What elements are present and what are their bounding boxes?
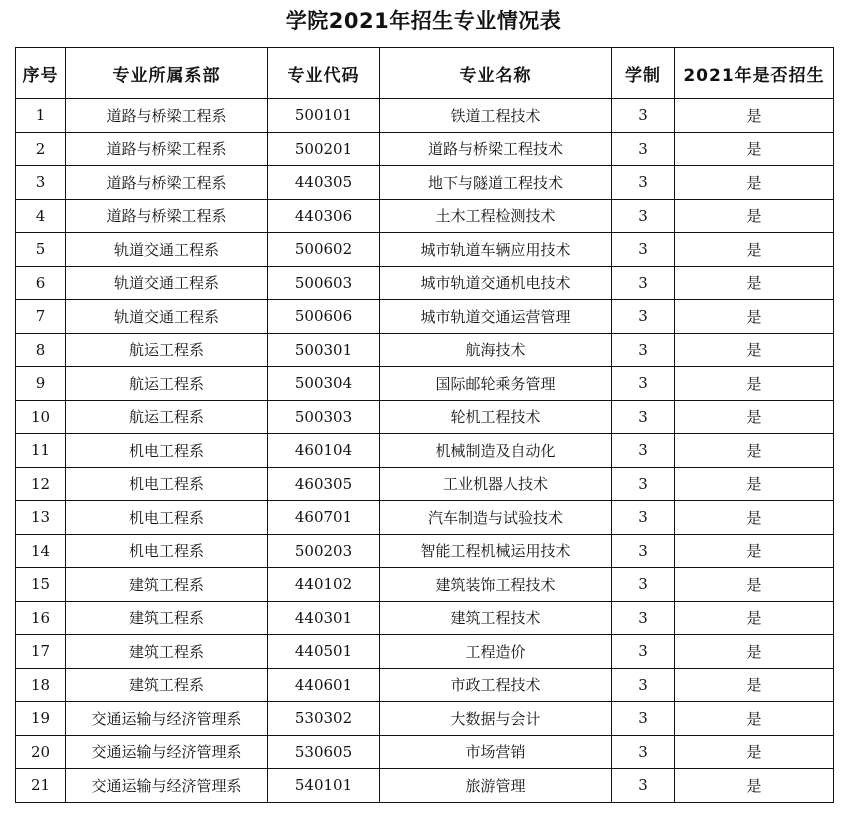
index-cell: 6	[16, 266, 66, 300]
table-row	[16, 233, 834, 267]
table-row	[16, 735, 834, 769]
index-cell: 12	[16, 467, 66, 501]
department-cell: 道路与桥梁工程系	[66, 166, 268, 200]
index-cell: 15	[16, 568, 66, 602]
enrolling-cell: 是	[675, 668, 834, 702]
duration-cell: 3	[612, 668, 675, 702]
major-code-cell: 500303	[268, 400, 380, 434]
enrolling-cell: 是	[675, 233, 834, 267]
table-row	[16, 534, 834, 568]
department-cell: 建筑工程系	[66, 635, 268, 669]
column-header-duration: 学制	[612, 48, 675, 99]
column-header-enrolling-2021: 2021年是否招生	[675, 48, 834, 99]
major-name-cell: 智能工程机械运用技术	[380, 534, 612, 568]
major-code-cell: 460305	[268, 467, 380, 501]
major-name-cell: 旅游管理	[380, 769, 612, 803]
index-cell: 3	[16, 166, 66, 200]
major-code-cell: 440102	[268, 568, 380, 602]
table-row	[16, 400, 834, 434]
major-name-cell: 城市轨道交通运营管理	[380, 300, 612, 334]
table-row	[16, 333, 834, 367]
duration-cell: 3	[612, 601, 675, 635]
table-row	[16, 601, 834, 635]
column-header-major-name: 专业名称	[380, 48, 612, 99]
table-row	[16, 99, 834, 133]
major-code-cell: 500201	[268, 132, 380, 166]
major-name-cell: 机械制造及自动化	[380, 434, 612, 468]
index-cell: 2	[16, 132, 66, 166]
index-cell: 1	[16, 99, 66, 133]
department-cell: 建筑工程系	[66, 668, 268, 702]
duration-cell: 3	[612, 702, 675, 736]
duration-cell: 3	[612, 166, 675, 200]
enrolling-cell: 是	[675, 266, 834, 300]
enrolling-cell: 是	[675, 702, 834, 736]
table-row	[16, 266, 834, 300]
duration-cell: 3	[612, 300, 675, 334]
major-name-cell: 道路与桥梁工程技术	[380, 132, 612, 166]
department-cell: 建筑工程系	[66, 601, 268, 635]
index-cell: 14	[16, 534, 66, 568]
table-row	[16, 568, 834, 602]
duration-cell: 3	[612, 132, 675, 166]
index-cell: 19	[16, 702, 66, 736]
department-cell: 交通运输与经济管理系	[66, 735, 268, 769]
table-row	[16, 668, 834, 702]
department-cell: 机电工程系	[66, 501, 268, 535]
major-code-cell: 460104	[268, 434, 380, 468]
duration-cell: 3	[612, 735, 675, 769]
enrolling-cell: 是	[675, 99, 834, 133]
enrolling-cell: 是	[675, 333, 834, 367]
department-cell: 道路与桥梁工程系	[66, 132, 268, 166]
enrolling-cell: 是	[675, 601, 834, 635]
major-code-cell: 500101	[268, 99, 380, 133]
enrolling-cell: 是	[675, 434, 834, 468]
index-cell: 5	[16, 233, 66, 267]
enrolling-cell: 是	[675, 166, 834, 200]
table-row	[16, 467, 834, 501]
table-row	[16, 367, 834, 401]
table-row	[16, 199, 834, 233]
department-cell: 机电工程系	[66, 434, 268, 468]
major-code-cell: 540101	[268, 769, 380, 803]
index-cell: 21	[16, 769, 66, 803]
major-name-cell: 大数据与会计	[380, 702, 612, 736]
major-code-cell: 530605	[268, 735, 380, 769]
duration-cell: 3	[612, 99, 675, 133]
major-name-cell: 市场营销	[380, 735, 612, 769]
page-title: 学院2021年招生专业情况表	[285, 9, 562, 33]
enrolling-cell: 是	[675, 501, 834, 535]
enrolling-cell: 是	[675, 132, 834, 166]
table-row	[16, 166, 834, 200]
major-name-cell: 铁道工程技术	[380, 99, 612, 133]
major-name-cell: 市政工程技术	[380, 668, 612, 702]
enrolling-cell: 是	[675, 735, 834, 769]
index-cell: 4	[16, 199, 66, 233]
department-cell: 交通运输与经济管理系	[66, 769, 268, 803]
major-code-cell: 440305	[268, 166, 380, 200]
department-cell: 航运工程系	[66, 333, 268, 367]
major-name-cell: 建筑工程技术	[380, 601, 612, 635]
table-row	[16, 769, 834, 803]
major-code-cell: 440601	[268, 668, 380, 702]
major-name-cell: 国际邮轮乘务管理	[380, 367, 612, 401]
duration-cell: 3	[612, 434, 675, 468]
duration-cell: 3	[612, 635, 675, 669]
table-row	[16, 434, 834, 468]
major-code-cell: 530302	[268, 702, 380, 736]
enrolling-cell: 是	[675, 635, 834, 669]
column-header-major-code: 专业代码	[268, 48, 380, 99]
major-code-cell: 500606	[268, 300, 380, 334]
table-row	[16, 300, 834, 334]
major-name-cell: 轮机工程技术	[380, 400, 612, 434]
major-code-cell: 500203	[268, 534, 380, 568]
enrolling-cell: 是	[675, 467, 834, 501]
department-cell: 轨道交通工程系	[66, 266, 268, 300]
department-cell: 轨道交通工程系	[66, 233, 268, 267]
index-cell: 10	[16, 400, 66, 434]
enrollment-table	[15, 47, 834, 803]
duration-cell: 3	[612, 266, 675, 300]
table-row	[16, 635, 834, 669]
table-row	[16, 132, 834, 166]
index-cell: 18	[16, 668, 66, 702]
column-header-index: 序号	[16, 48, 66, 99]
index-cell: 17	[16, 635, 66, 669]
index-cell: 11	[16, 434, 66, 468]
department-cell: 道路与桥梁工程系	[66, 199, 268, 233]
major-name-cell: 工业机器人技术	[380, 467, 612, 501]
table-body	[16, 99, 834, 803]
duration-cell: 3	[612, 367, 675, 401]
duration-cell: 3	[612, 568, 675, 602]
duration-cell: 3	[612, 333, 675, 367]
enrolling-cell: 是	[675, 400, 834, 434]
duration-cell: 3	[612, 233, 675, 267]
index-cell: 7	[16, 300, 66, 334]
major-name-cell: 汽车制造与试验技术	[380, 501, 612, 535]
department-cell: 航运工程系	[66, 400, 268, 434]
header-row	[16, 48, 834, 99]
department-cell: 道路与桥梁工程系	[66, 99, 268, 133]
major-name-cell: 城市轨道交通机电技术	[380, 266, 612, 300]
major-name-cell: 航海技术	[380, 333, 612, 367]
column-header-department: 专业所属系部	[66, 48, 268, 99]
duration-cell: 3	[612, 501, 675, 535]
major-code-cell: 500603	[268, 266, 380, 300]
enrolling-cell: 是	[675, 534, 834, 568]
major-name-cell: 土木工程检测技术	[380, 199, 612, 233]
major-code-cell: 440306	[268, 199, 380, 233]
major-name-cell: 建筑装饰工程技术	[380, 568, 612, 602]
major-name-cell: 城市轨道车辆应用技术	[380, 233, 612, 267]
department-cell: 轨道交通工程系	[66, 300, 268, 334]
duration-cell: 3	[612, 769, 675, 803]
table-row	[16, 501, 834, 535]
enrolling-cell: 是	[675, 300, 834, 334]
major-code-cell: 460701	[268, 501, 380, 535]
major-name-cell: 地下与隧道工程技术	[380, 166, 612, 200]
duration-cell: 3	[612, 400, 675, 434]
enrolling-cell: 是	[675, 199, 834, 233]
department-cell: 机电工程系	[66, 534, 268, 568]
department-cell: 交通运输与经济管理系	[66, 702, 268, 736]
duration-cell: 3	[612, 467, 675, 501]
major-code-cell: 500301	[268, 333, 380, 367]
major-name-cell: 工程造价	[380, 635, 612, 669]
major-code-cell: 500602	[268, 233, 380, 267]
major-code-cell: 440301	[268, 601, 380, 635]
department-cell: 建筑工程系	[66, 568, 268, 602]
duration-cell: 3	[612, 534, 675, 568]
table-row	[16, 702, 834, 736]
department-cell: 机电工程系	[66, 467, 268, 501]
index-cell: 20	[16, 735, 66, 769]
index-cell: 9	[16, 367, 66, 401]
major-code-cell: 440501	[268, 635, 380, 669]
index-cell: 16	[16, 601, 66, 635]
enrolling-cell: 是	[675, 568, 834, 602]
index-cell: 13	[16, 501, 66, 535]
enrolling-cell: 是	[675, 367, 834, 401]
major-code-cell: 500304	[268, 367, 380, 401]
department-cell: 航运工程系	[66, 367, 268, 401]
duration-cell: 3	[612, 199, 675, 233]
enrolling-cell: 是	[675, 769, 834, 803]
index-cell: 8	[16, 333, 66, 367]
